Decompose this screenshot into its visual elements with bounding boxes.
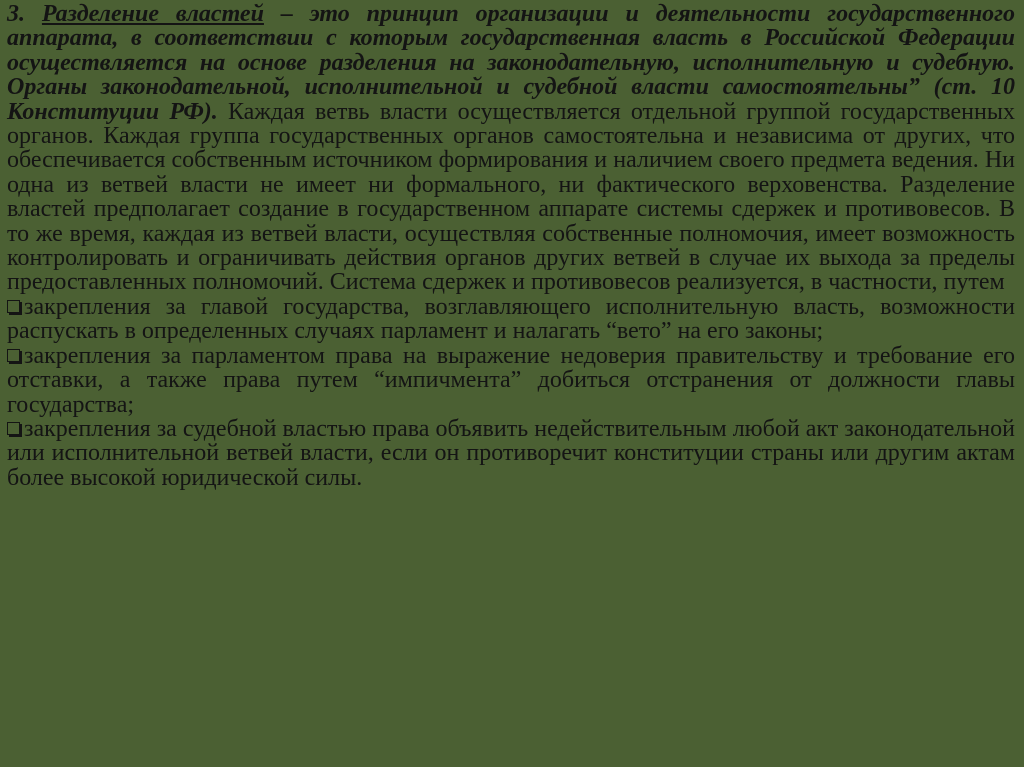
bullet-item-3 — [7, 417, 1015, 490]
bullet-text-3: закрепления за судебной властью права объявить недействительным любой акт законодательной или исполнительной ветвей власти, если он противоречит конституции страны или другим актам более высокой юридической силы. — [7, 415, 1015, 491]
checkbox-bullet-icon — [7, 422, 20, 435]
intro-body: Каждая ветвь власти осуществляется отдельной группой государственных органов. Каждая группа государственных органов самостоятельна и независима от других, что обеспечивается собственным источником формирования и наличием своего предмета ведения. Ни одна из ветвей власти не имеет ни формального, ни фактического верховенства. Разделение властей предполагает создание в государственном аппарате системы сдержек и противовесов. В то же время, каждая из ветвей власти, осуществляя собственные полномочия, имеет возможность контролировать и ограничивать действия органов других ветвей в случае их выхода за пределы предоставленных полномочий. Система сдержек и противовесов реализуется, в частности, путем — [7, 98, 1015, 296]
bullet-text-1: закрепления за главой государства, возглавляющего исполнительную власть, возможности распускать в определенных случаях парламент и налагать “вето” на его законы; — [7, 293, 1015, 345]
intro-paragraph — [7, 2, 1015, 295]
intro-term: Разделение властей — [41, 1, 264, 27]
intro-number: 3. — [7, 1, 25, 27]
bullet-item-1 — [7, 295, 1015, 344]
bullet-item-2 — [7, 344, 1015, 417]
bullet-text-2: закрепления за парламентом права на выражение недоверия правительству и требование его отставки, а также права путем “импичмента” добиться отстранения от должности главы государства; — [7, 342, 1015, 418]
intro-definition: – это принцип организации и деятельности государственного аппарата, в соответствии с которым государственная власть в Российской Федерации осуществляется на основе разделения на законодательную, исполнительную и судебную. Органы законодательной, исполнительной и судебной власти самостоятельны” (ст. 10 Конституции РФ). — [7, 1, 1016, 125]
checkbox-bullet-icon — [7, 349, 20, 362]
checkbox-bullet-icon — [7, 300, 20, 313]
slide-content — [7, 2, 1015, 490]
